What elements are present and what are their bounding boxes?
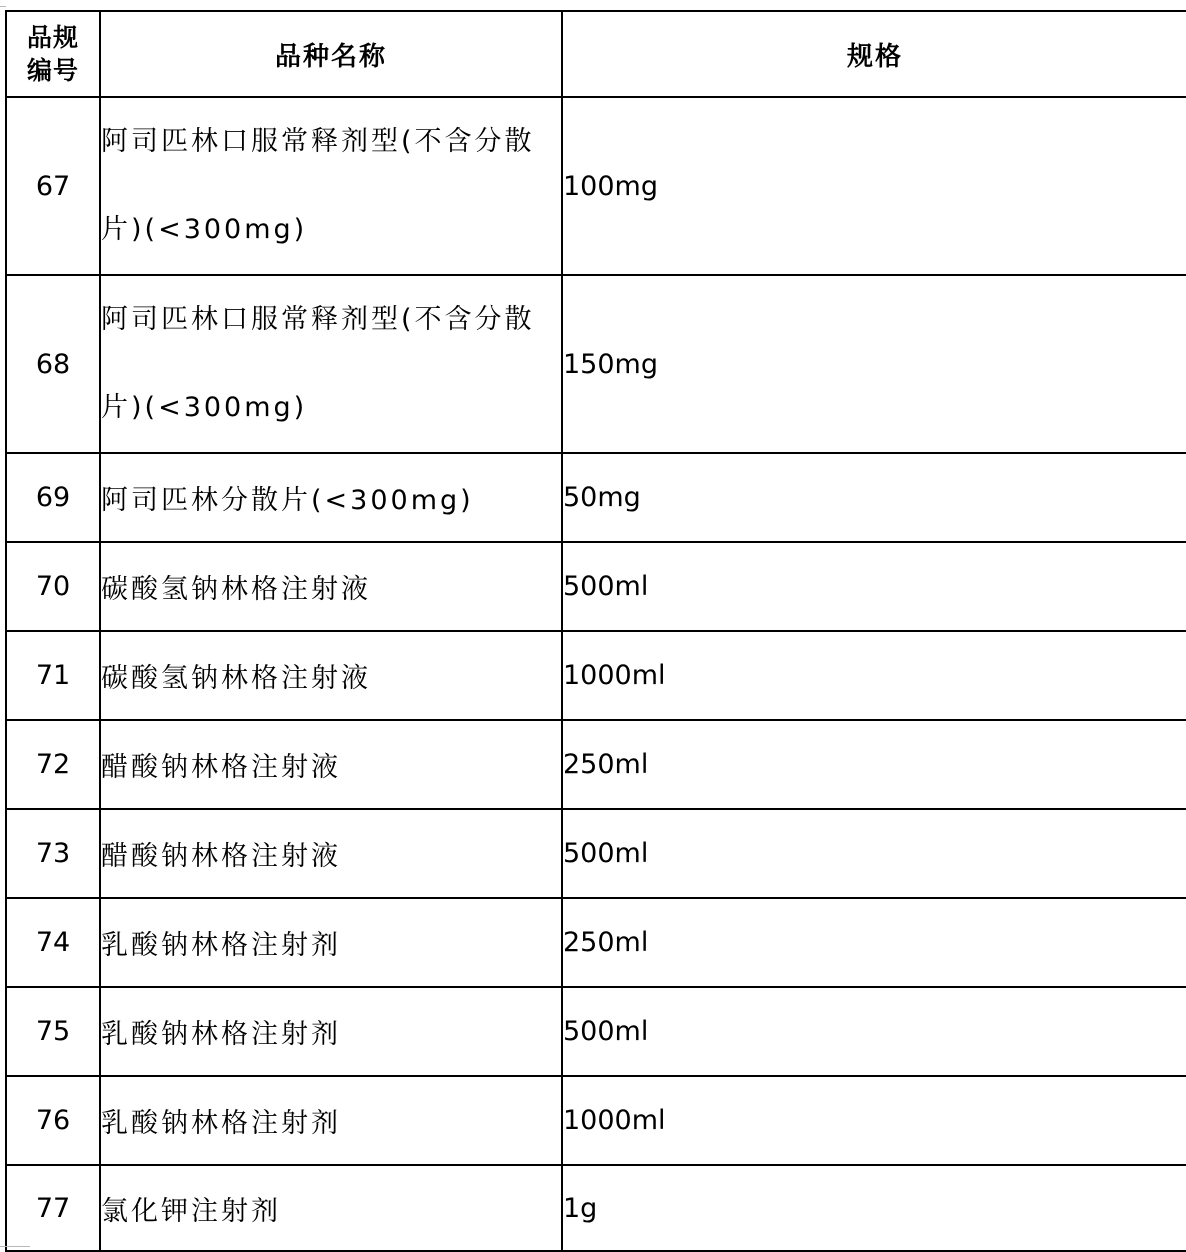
header-item-number <box>6 11 100 97</box>
table-row <box>6 809 1186 898</box>
specification-cell: 500ml <box>562 542 1186 631</box>
specification-cell: 1000ml <box>562 631 1186 720</box>
table-row <box>6 1165 1186 1251</box>
table-row <box>6 987 1186 1076</box>
table-row <box>6 275 1186 453</box>
specification-cell: 500ml <box>562 809 1186 898</box>
specification-cell: 1g <box>562 1165 1186 1251</box>
item-number-cell: 76 <box>6 1076 100 1165</box>
header-product-name: 品种名称 <box>100 11 562 97</box>
product-name-cell: 氯化钾注射剂 <box>100 1165 562 1251</box>
header-specification: 规格 <box>562 11 1186 97</box>
item-number-cell: 68 <box>6 275 100 453</box>
table-row <box>6 97 1186 275</box>
specification-cell: 500ml <box>562 987 1186 1076</box>
specification-cell: 50mg <box>562 453 1186 542</box>
item-number-cell: 73 <box>6 809 100 898</box>
item-number-cell: 67 <box>6 97 100 275</box>
product-name-cell: 碳酸氢钠林格注射液 <box>100 631 562 720</box>
product-name-cell: 乳酸钠林格注射剂 <box>100 987 562 1076</box>
table-row <box>6 542 1186 631</box>
page-corner-mark-top <box>0 0 6 7</box>
table-row <box>6 631 1186 720</box>
specification-cell: 100mg <box>562 97 1186 275</box>
header-item-number-line1: 品规 <box>26 23 79 52</box>
specification-cell: 1000ml <box>562 1076 1186 1165</box>
product-name-cell: 醋酸钠林格注射液 <box>100 720 562 809</box>
product-name-cell: 阿司匹林口服常释剂型(不含分散片)(<300mg) <box>100 97 562 275</box>
header-item-number-line2: 编号 <box>26 56 79 85</box>
product-name-cell: 碳酸氢钠林格注射液 <box>100 542 562 631</box>
table-row <box>6 720 1186 809</box>
item-number-cell: 72 <box>6 720 100 809</box>
specification-cell: 250ml <box>562 898 1186 987</box>
product-name-cell: 阿司匹林口服常释剂型(不含分散片)(<300mg) <box>100 275 562 453</box>
item-number-cell: 69 <box>6 453 100 542</box>
product-name-cell: 阿司匹林分散片(<300mg) <box>100 453 562 542</box>
table-row <box>6 1076 1186 1165</box>
item-number-cell: 75 <box>6 987 100 1076</box>
product-name-cell: 醋酸钠林格注射液 <box>100 809 562 898</box>
table-row <box>6 898 1186 987</box>
table-row <box>6 453 1186 542</box>
item-number-cell: 71 <box>6 631 100 720</box>
product-name-cell: 乳酸钠林格注射剂 <box>100 1076 562 1165</box>
specification-cell: 150mg <box>562 275 1186 453</box>
drug-spec-table <box>5 10 1186 1252</box>
table-header-row <box>6 11 1186 97</box>
page-corner-mark-bottom <box>0 1246 30 1251</box>
specification-cell: 250ml <box>562 720 1186 809</box>
item-number-cell: 70 <box>6 542 100 631</box>
product-name-cell: 乳酸钠林格注射剂 <box>100 898 562 987</box>
item-number-cell: 77 <box>6 1165 100 1251</box>
item-number-cell: 74 <box>6 898 100 987</box>
